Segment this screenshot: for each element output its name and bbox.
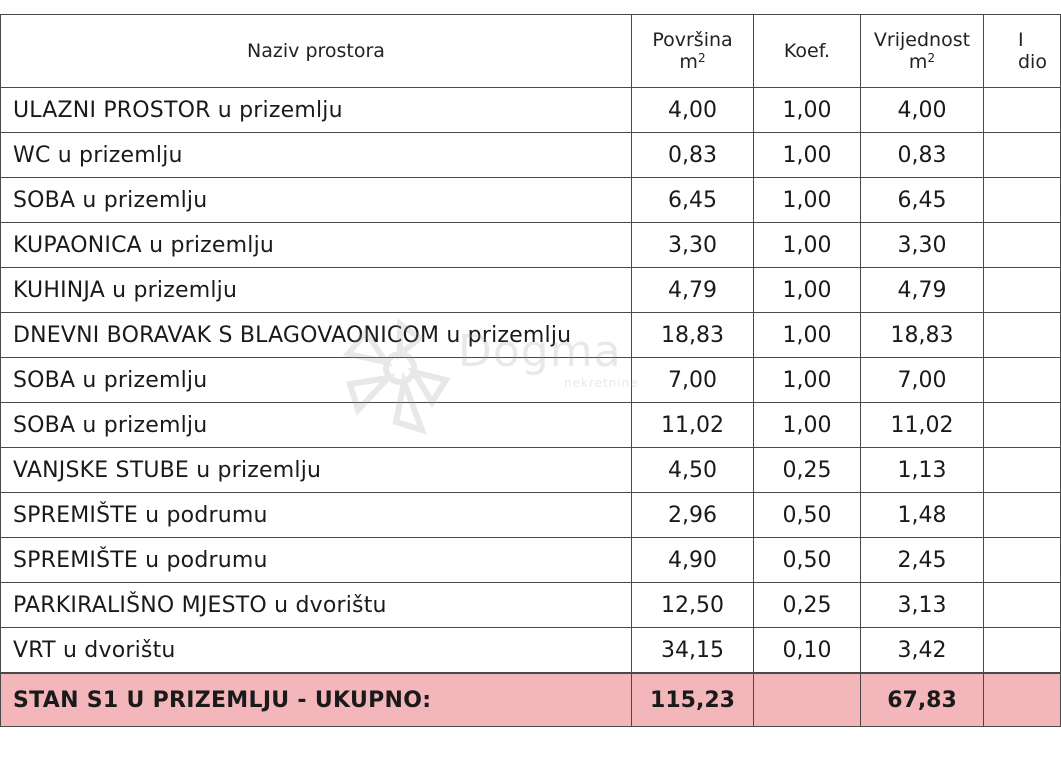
room-value: 3,42 [861, 628, 984, 674]
room-area: 3,30 [632, 223, 754, 268]
table-row [1, 448, 1061, 493]
room-part [984, 313, 1061, 358]
room-part [984, 493, 1061, 538]
room-area: 34,15 [632, 628, 754, 674]
room-koef: 1,00 [754, 403, 861, 448]
room-value: 18,83 [861, 313, 984, 358]
table-body [1, 88, 1061, 674]
room-area: 7,00 [632, 358, 754, 403]
room-value: 3,30 [861, 223, 984, 268]
room-value: 3,13 [861, 583, 984, 628]
room-part [984, 133, 1061, 178]
room-part [984, 88, 1061, 133]
room-koef: 0,50 [754, 538, 861, 583]
table-row [1, 358, 1061, 403]
room-name: SOBA u prizemlju [1, 358, 632, 403]
total-row [1, 673, 1061, 727]
room-area: 4,50 [632, 448, 754, 493]
room-value: 11,02 [861, 403, 984, 448]
table-row [1, 628, 1061, 674]
room-area: 11,02 [632, 403, 754, 448]
room-name: KUPAONICA u prizemlju [1, 223, 632, 268]
total-value: 67,83 [861, 673, 984, 727]
table-row [1, 313, 1061, 358]
room-part [984, 538, 1061, 583]
table-row [1, 88, 1061, 133]
room-value: 4,79 [861, 268, 984, 313]
room-area: 2,96 [632, 493, 754, 538]
room-area: 4,00 [632, 88, 754, 133]
room-part [984, 628, 1061, 674]
room-part [984, 583, 1061, 628]
room-part [984, 358, 1061, 403]
room-name: SOBA u prizemlju [1, 178, 632, 223]
room-koef: 1,00 [754, 178, 861, 223]
room-koef: 1,00 [754, 313, 861, 358]
room-koef: 0,25 [754, 583, 861, 628]
room-name: VANJSKE STUBE u prizemlju [1, 448, 632, 493]
room-value: 1,13 [861, 448, 984, 493]
room-area: 4,90 [632, 538, 754, 583]
room-name: SPREMIŠTE u podrumu [1, 538, 632, 583]
room-part [984, 223, 1061, 268]
total-label: STAN S1 U PRIZEMLJU - UKUPNO: [1, 673, 632, 727]
room-koef: 0,50 [754, 493, 861, 538]
header-row [1, 15, 1061, 88]
room-part [984, 268, 1061, 313]
table-row [1, 493, 1061, 538]
table-row [1, 133, 1061, 178]
room-value: 6,45 [861, 178, 984, 223]
room-part [984, 178, 1061, 223]
room-part [984, 403, 1061, 448]
room-name: KUHINJA u prizemlju [1, 268, 632, 313]
room-area: 4,79 [632, 268, 754, 313]
room-koef: 1,00 [754, 268, 861, 313]
header-name: Naziv prostora [1, 15, 632, 88]
table-row [1, 538, 1061, 583]
room-koef: 0,25 [754, 448, 861, 493]
watermark-subtext: nekretnine [564, 376, 639, 390]
room-value: 1,48 [861, 493, 984, 538]
table-row [1, 403, 1061, 448]
room-area: 18,83 [632, 313, 754, 358]
room-value: 4,00 [861, 88, 984, 133]
room-name: VRT u dvorištu [1, 628, 632, 674]
room-area: 0,83 [632, 133, 754, 178]
header-value: Vrijednost $m^2$ [861, 15, 984, 88]
room-name: SOBA u prizemlju [1, 403, 632, 448]
table-row [1, 178, 1061, 223]
room-koef: 1,00 [754, 88, 861, 133]
room-name: PARKIRALIŠNO MJESTO u dvorištu [1, 583, 632, 628]
table-row [1, 223, 1061, 268]
header-area: Površina $m^2$ [632, 15, 754, 88]
total-area: 115,23 [632, 673, 754, 727]
room-koef: 1,00 [754, 358, 861, 403]
room-value: 7,00 [861, 358, 984, 403]
table-row [1, 583, 1061, 628]
room-koef: 1,00 [754, 133, 861, 178]
total-part [984, 673, 1061, 727]
room-area: 12,50 [632, 583, 754, 628]
header-koef: Koef. [754, 15, 861, 88]
table-row [1, 268, 1061, 313]
room-koef: 1,00 [754, 223, 861, 268]
room-name: ULAZNI PROSTOR u prizemlju [1, 88, 632, 133]
table-header [1, 15, 1061, 88]
room-part [984, 448, 1061, 493]
table-footer [1, 673, 1061, 727]
watermark-text: Dogma [458, 326, 622, 377]
header-part: I dio [984, 15, 1061, 88]
room-value: 0,83 [861, 133, 984, 178]
total-koef [754, 673, 861, 727]
room-value: 2,45 [861, 538, 984, 583]
room-koef: 0,10 [754, 628, 861, 674]
room-area-table [0, 14, 1061, 727]
room-area: 6,45 [632, 178, 754, 223]
room-name: WC u prizemlju [1, 133, 632, 178]
room-name: DNEVNI BORAVAK S BLAGOVAONICOM u prizemlju [1, 313, 632, 358]
room-name: SPREMIŠTE u podrumu [1, 493, 632, 538]
